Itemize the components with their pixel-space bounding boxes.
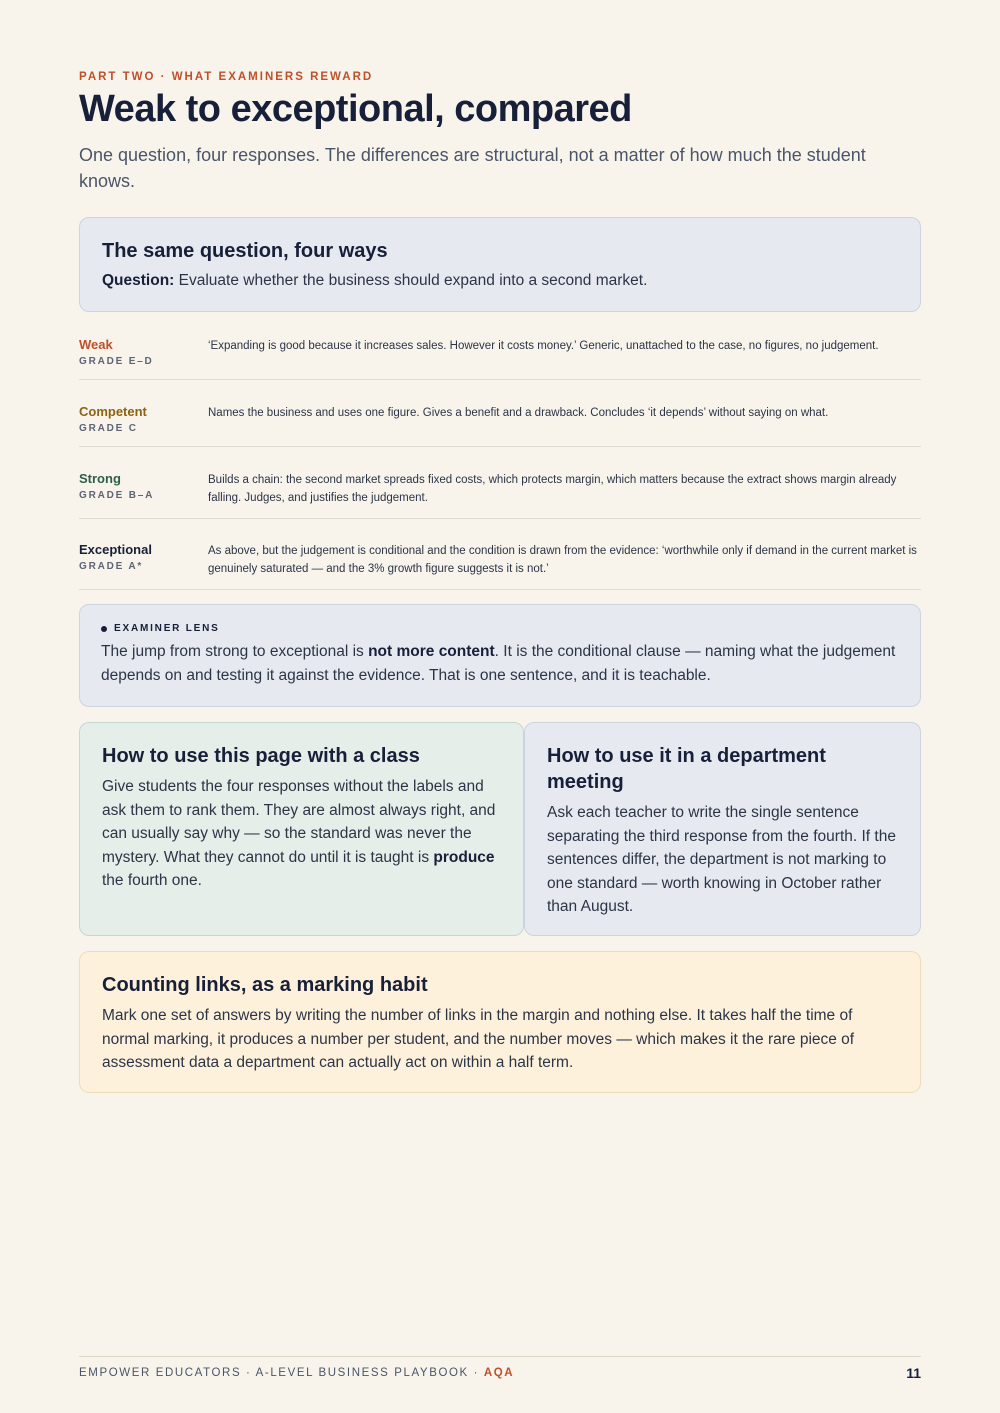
department-use-card [524, 722, 921, 936]
counting-links-text: Mark one set of answers by writing the number of links in the margin and nothing else. It takes half the time of normal marking, it produces a number per student, and the number moves — which makes it the rare piece of assessment data a department can actually act on within a half term. [102, 1007, 855, 1071]
response-label [79, 397, 208, 446]
page-subtitle: One question, four responses. The differences are structural, not a matter of how much the student knows. [79, 145, 866, 191]
examiner-lens-callout [79, 604, 921, 707]
footer-divider [79, 1356, 921, 1357]
class-use-heading: How to use this page with a class [102, 745, 420, 767]
examiner-lens-tag [101, 623, 899, 634]
response-text: Names the business and uses one figure. Gives a benefit and a drawback. Concludes ‘it depends’ without saying on what. [208, 407, 829, 419]
footer-board: AQA [483, 1367, 515, 1379]
responses-list [79, 330, 921, 590]
page-number: 11 [906, 1365, 921, 1381]
footer-credit [79, 1367, 514, 1379]
response-grade: GRADE C [79, 423, 138, 434]
footer-text: EMPOWER EDUCATORS · A-LEVEL BUSINESS PLAYBOOK · [79, 1367, 484, 1379]
response-level: Strong [79, 471, 121, 486]
examiner-lens-label: EXAMINER LENS [114, 623, 220, 634]
question-card-heading: The same question, four ways [102, 240, 388, 262]
lens-text-emphasis: not more content [368, 643, 495, 660]
question-card [79, 217, 921, 312]
response-label [79, 464, 208, 518]
class-text-end: the fourth one. [102, 872, 202, 889]
question-line [102, 272, 898, 290]
bullet-dot-icon [101, 626, 107, 632]
response-text: ‘Expanding is good because it increases sales. However it costs money.’ Generic, unattached to the case, no figures, no judgement. [208, 340, 879, 352]
section-eyebrow: PART TWO · WHAT EXAMINERS REWARD [79, 71, 374, 83]
response-text: Builds a chain: the second market spreads fixed costs, which protects margin, which matters because the extract shows margin already falling. Judges, and justifies the judgement. [208, 474, 897, 504]
department-use-text: Ask each teacher to write the single sentence separating the third response from the fourth. If the sentences differ, the department is not marking to one standard — worth knowing in October rather than August. [547, 804, 896, 915]
response-row-weak [79, 330, 921, 380]
question-label: Question: [102, 272, 175, 289]
response-grade: GRADE E–D [79, 356, 154, 367]
class-use-text [102, 775, 501, 893]
response-row-competent [79, 380, 921, 447]
response-grade: GRADE B–A [79, 490, 155, 501]
response-level: Weak [79, 337, 113, 352]
counting-links-heading: Counting links, as a marking habit [102, 974, 428, 996]
department-use-heading: How to use it in a department meeting [547, 745, 826, 793]
response-row-strong [79, 447, 921, 519]
response-level: Competent [79, 404, 147, 419]
class-text-start: Give students the four responses without the labels and ask them to rank them. They are almost always right, and can usually say why — so the standard was never the mystery. What they cannot do until it is taught is [102, 778, 496, 866]
lens-text-end: . It is the conditional clause — naming what the judgement depends on and testing it against the evidence. That is one sentence, and it is teachable. [101, 643, 896, 684]
response-text: As above, but the judgement is conditional and the condition is drawn from the evidence: ‘worthwhile only if demand in the current market is genuinely saturated — and the 3% growth figure suggests it is not.’ [208, 545, 917, 575]
response-level: Exceptional [79, 542, 152, 557]
page-title: Weak to exceptional, compared [79, 88, 632, 130]
response-row-exceptional [79, 519, 921, 590]
response-grade: GRADE A* [79, 561, 144, 572]
question-text: Evaluate whether the business should expand into a second market. [174, 272, 648, 289]
examiner-lens-text [101, 640, 899, 687]
response-label [79, 330, 208, 379]
class-text-emphasis: produce [433, 848, 495, 866]
counting-links-card [79, 951, 921, 1093]
lens-text-start: The jump from strong to exceptional is [101, 643, 369, 660]
class-use-card [79, 722, 524, 936]
response-label [79, 535, 208, 589]
